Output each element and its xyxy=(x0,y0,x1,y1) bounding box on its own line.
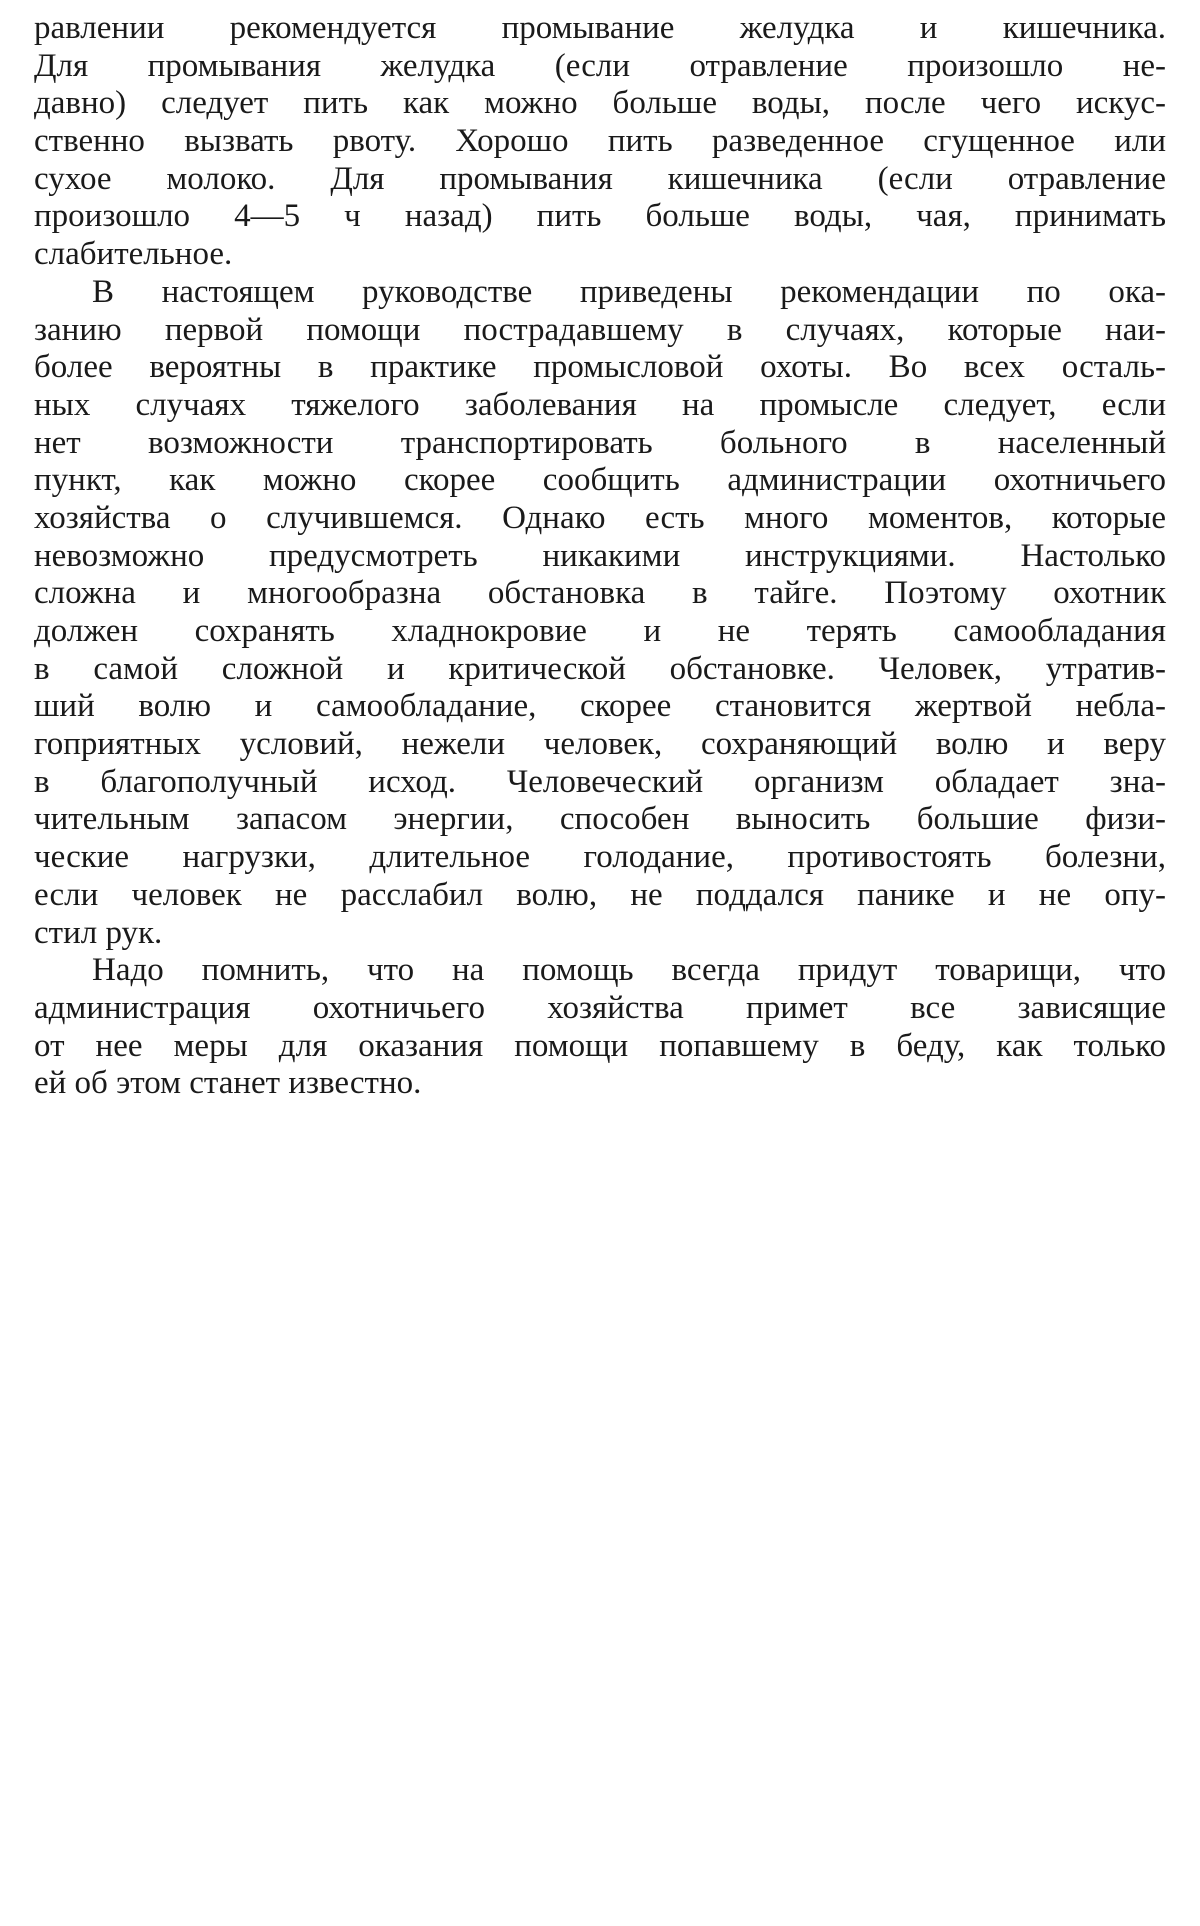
text-line: должен сохранять хладнокровие и не терять самообладания xyxy=(34,613,1166,649)
text-line: гоприятных условий, нежели человек, сохраняющий волю и веру xyxy=(34,726,1166,763)
text-line: ей об этом станет известно. xyxy=(34,1065,422,1102)
text-line: нет возможности транспортировать больного в населенный xyxy=(34,424,1166,461)
text-line: давно) следует пить как можно больше воды, после чего искус- xyxy=(34,85,1166,122)
text-line: в благополучный исход. Человеческий организм обладает зна- xyxy=(34,763,1166,800)
text-line: в самой сложной и критической обстановке. Человек, утратив- xyxy=(34,650,1166,687)
text-line: слабительное. xyxy=(34,236,233,273)
text-line: Для промывания желудка (если отравление произошло не- xyxy=(34,47,1166,84)
body-text xyxy=(34,10,1166,1103)
text-line: пункт, как можно скорее сообщить администрации охотничьего xyxy=(34,462,1166,499)
text-line: если человек не расслабил волю, не поддался панике и не опу- xyxy=(34,876,1166,913)
text-line: В настоящем руководстве приведены рекомендации по ока- xyxy=(92,273,1166,310)
text-line: ческие нагрузки, длительное голодание, противостоять болезни, xyxy=(34,839,1166,876)
text-line: ственно вызвать рвоту. Хорошо пить разведенное сгущенное или xyxy=(34,123,1166,160)
text-line: Надо помнить, что на помощь всегда придут товарищи, что xyxy=(92,952,1166,989)
text-line: стил рук. xyxy=(34,914,163,951)
text-line: более вероятны в практике промысловой охоты. Во всех осталь- xyxy=(34,349,1166,386)
text-line: чительным запасом энергии, способен выносить большие физи- xyxy=(34,801,1166,838)
text-line: администрация охотничьего хозяйства примет все зависящие xyxy=(34,989,1166,1026)
text-line: невозможно предусмотреть никакими инструкциями. Настолько xyxy=(34,537,1166,574)
text-line: хозяйства о случившемся. Однако есть много моментов, которые xyxy=(34,499,1166,536)
text-line: равлении рекомендуется промывание желудка и кишечника. xyxy=(34,10,1166,46)
text-line: сложна и многообразна обстановка в тайге. Поэтому охотник xyxy=(34,575,1166,612)
text-line: произошло 4—5 ч назад) пить больше воды, чая, принимать xyxy=(34,198,1166,235)
text-line: ных случаях тяжелого заболевания на промысле следует, если xyxy=(34,386,1166,423)
text-line: сухое молоко. Для промывания кишечника (если отравление xyxy=(34,160,1166,197)
text-line: занию первой помощи пострадавшему в случаях, которые наи- xyxy=(34,311,1166,348)
text-line: ший волю и самообладание, скорее становится жертвой небла- xyxy=(34,688,1166,725)
text-line: от нее меры для оказания помощи попавшему в беду, как только xyxy=(34,1027,1166,1064)
